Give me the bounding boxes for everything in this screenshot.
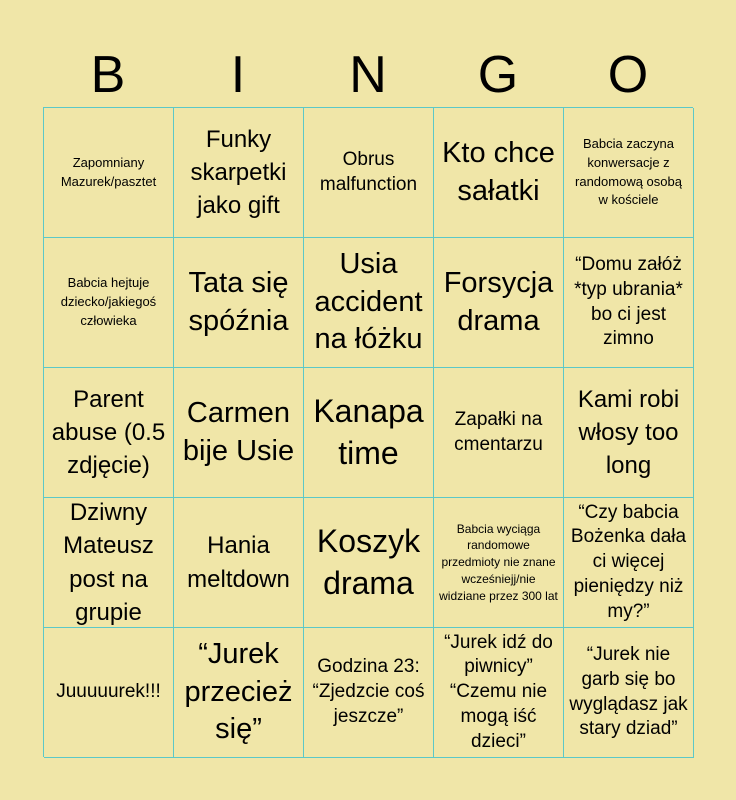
bingo-cell[interactable]: Juuuuurek!!! xyxy=(44,628,174,758)
bingo-cell[interactable]: Koszyk drama xyxy=(304,498,434,628)
bingo-header xyxy=(43,44,693,106)
header-letter-i: I xyxy=(230,46,246,104)
bingo-cell[interactable]: Babcia wyciąga randomowe przedmioty nie znane wcześniejj/nie widziane przez 300 lat xyxy=(434,498,564,628)
header-letter-g: G xyxy=(477,46,519,104)
bingo-cell[interactable]: Obrus malfunction xyxy=(304,108,434,238)
bingo-cell[interactable]: “Jurek przecież się” xyxy=(174,628,304,758)
bingo-grid xyxy=(43,107,693,757)
bingo-cell[interactable]: “Jurek nie garb się bo wyglądasz jak stary dziad” xyxy=(564,628,694,758)
bingo-cell[interactable]: Hania meltdown xyxy=(174,498,304,628)
bingo-cell[interactable]: Kto chce sałatki xyxy=(434,108,564,238)
header-letter-o: O xyxy=(607,46,649,104)
bingo-cell[interactable]: Zapomniany Mazurek/pasztet xyxy=(44,108,174,238)
bingo-cell[interactable]: Tata się spóźnia xyxy=(174,238,304,368)
header-letter-b: B xyxy=(90,46,126,104)
bingo-cell[interactable]: Godzina 23: “Zjedzcie coś jeszcze” xyxy=(304,628,434,758)
bingo-cell[interactable]: Kami robi włosy too long xyxy=(564,368,694,498)
bingo-cell[interactable]: Usia accident na łóżku xyxy=(304,238,434,368)
bingo-cell[interactable]: Funky skarpetki jako gift xyxy=(174,108,304,238)
bingo-cell[interactable]: “Jurek idź do piwnicy” “Czemu nie mogą iść dzieci” xyxy=(434,628,564,758)
header-letter-n: N xyxy=(349,46,387,104)
bingo-cell[interactable]: “Domu załóż *typ ubrania* bo ci jest zimno xyxy=(564,238,694,368)
bingo-cell[interactable]: “Czy babcia Bożenka dała ci więcej pieniędzy niż my?” xyxy=(564,498,694,628)
bingo-cell[interactable]: Kanapa time xyxy=(304,368,434,498)
bingo-cell[interactable]: Zapałki na cmentarzu xyxy=(434,368,564,498)
bingo-cell[interactable]: Forsycja drama xyxy=(434,238,564,368)
bingo-cell[interactable]: Babcia hejtuje dziecko/jakiegoś człowieka xyxy=(44,238,174,368)
bingo-cell[interactable]: Parent abuse (0.5 zdjęcie) xyxy=(44,368,174,498)
bingo-cell[interactable]: Babcia zaczyna konwersacje z randomową osobą w kościele xyxy=(564,108,694,238)
bingo-cell[interactable]: Dziwny Mateusz post na grupie xyxy=(44,498,174,628)
bingo-cell[interactable]: Carmen bije Usie xyxy=(174,368,304,498)
